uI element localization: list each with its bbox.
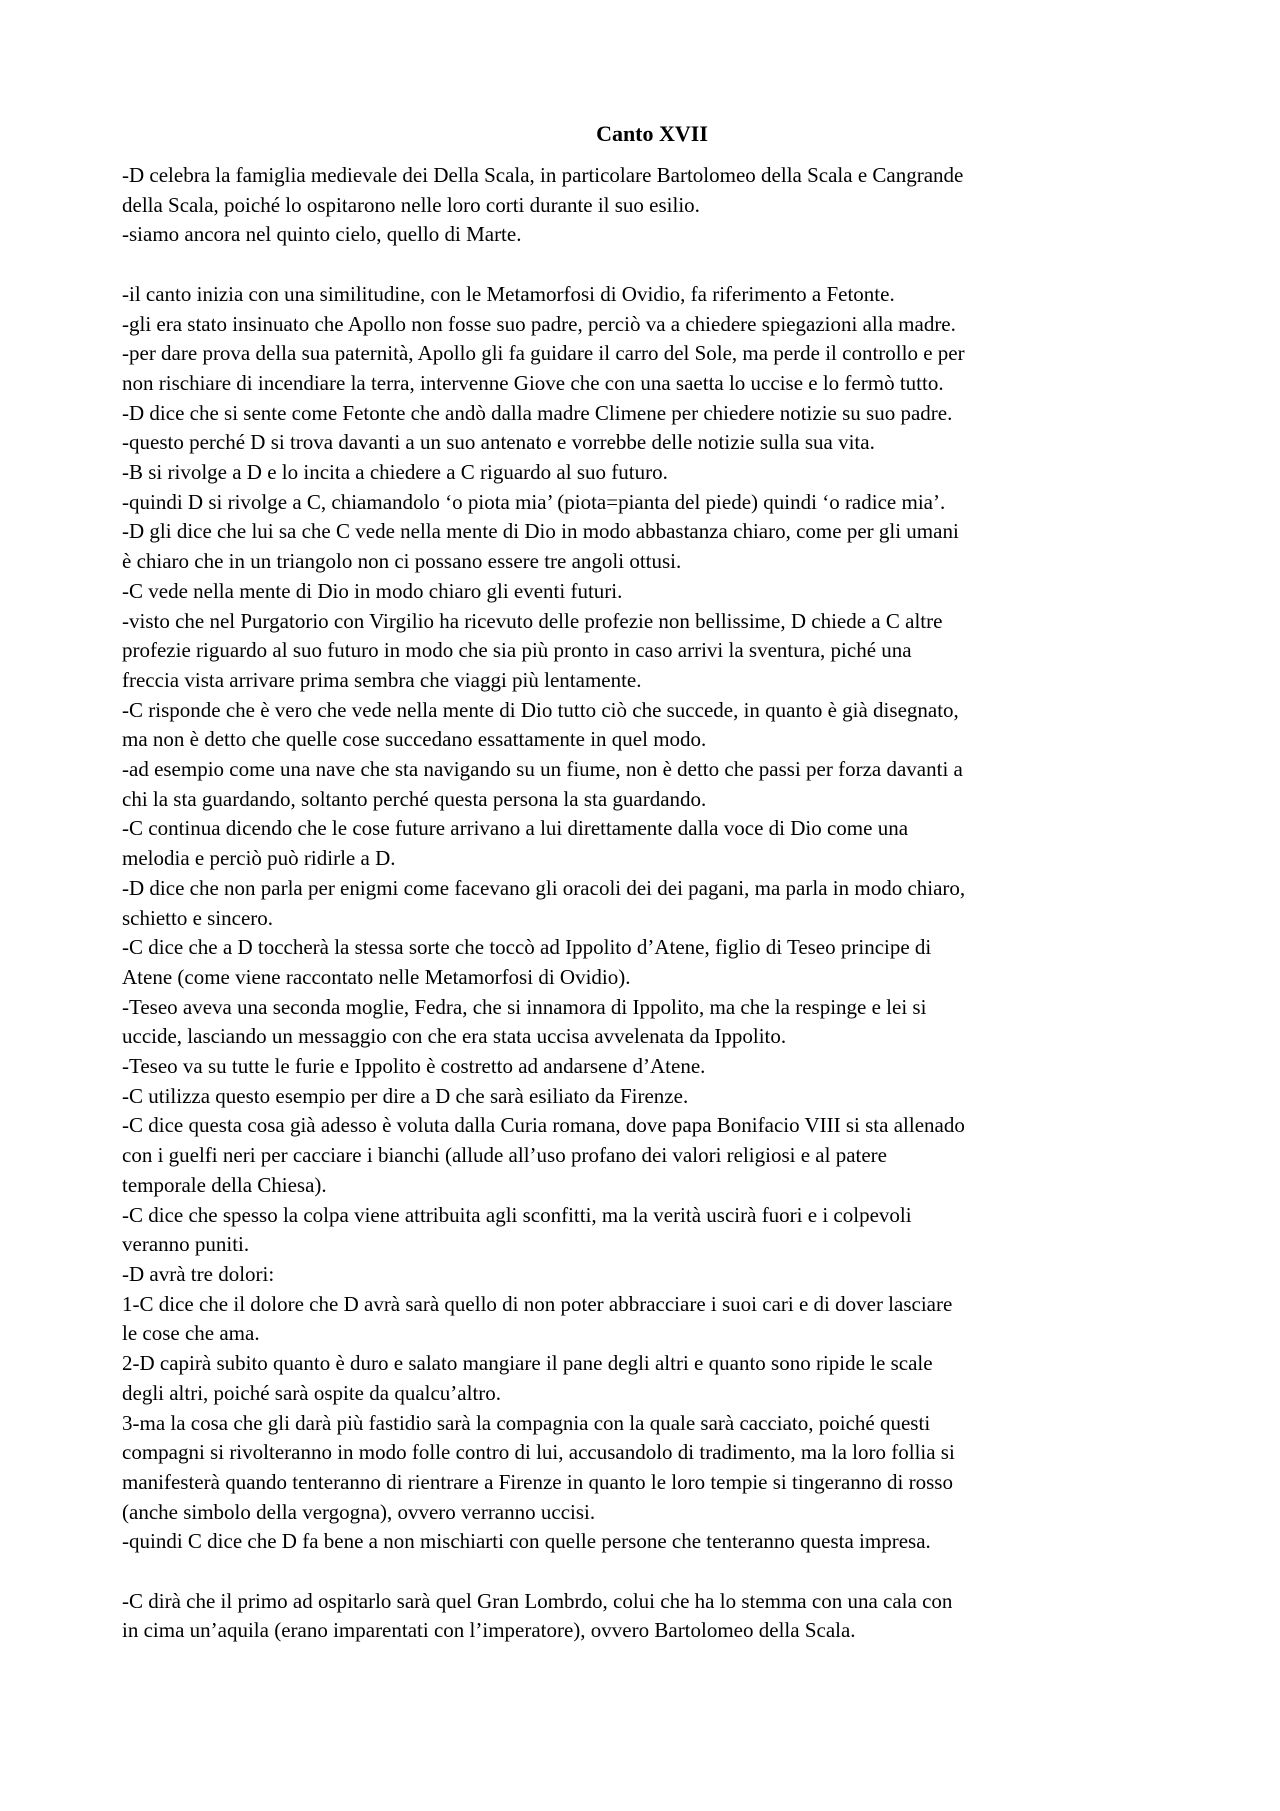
text-line: -questo perché D si trova davanti a un suo antenato e vorrebbe delle notizie sulla sua vita. — [122, 430, 875, 455]
page-title: Canto XVII — [596, 121, 708, 146]
paragraph-spacer — [122, 1557, 1182, 1587]
text-line: -C continua dicendo che le cose future arrivano a lui direttamente dalla voce di Dio come una — [122, 816, 909, 841]
text-line: -D gli dice che lui sa che C vede nella mente di Dio in modo abbastanza chiaro, come per gli umani — [122, 519, 959, 544]
text-line: -B si rivolge a D e lo incita a chiedere a C riguardo al suo futuro. — [122, 460, 668, 485]
text-line: -D avrà tre dolori: — [122, 1262, 275, 1286]
text-line: -C risponde che è vero che vede nella mente di Dio tutto ciò che succede, in quanto è già disegnato, — [122, 697, 959, 722]
text-line: -C utilizza questo esempio per dire a D che sarà esiliato da Firenze. — [122, 1083, 689, 1108]
text-line: -visto che nel Purgatorio con Virgilio ha ricevuto delle profezie non bellissime, D chiede a C altre — [122, 608, 943, 633]
text-line: non rischiare di incendiare la terra, intervenne Giove che con una saetta lo uccise e lo fermò tutto. — [122, 370, 944, 395]
paragraph-closing — [122, 1587, 1182, 1646]
text-line: -C dirà che il primo ad ospitarlo sarà quel Gran Lombrdo, colui che ha lo stemma con una cala con — [122, 1588, 953, 1613]
text-line: ma non è detto che quelle cose succedano essattamente in quel modo. — [122, 727, 707, 752]
text-line: -C dice questa cosa già adesso è voluta dalla Curia romana, dove papa Bonifacio VIII si sta allenado — [122, 1113, 965, 1138]
text-line: in cima un’aquila (erano imparentati con l’imperatore), ovvero Bartolomeo della Scala. — [122, 1618, 856, 1643]
text-line: degli altri, poiché sarà ospite da qualcu’altro. — [122, 1380, 502, 1405]
text-line: 1-C dice che il dolore che D avrà sarà quello di non poter abbracciare i suoi cari e di dover lasciare — [122, 1291, 953, 1316]
text-line: -quindi C dice che D fa bene a non mischiarti con quelle persone che tenteranno questa impresa. — [122, 1529, 931, 1554]
text-line: 3-ma la cosa che gli darà più fastidio sarà la compagnia con la quale sarà cacciato, poiché questi — [122, 1410, 931, 1435]
text-line: le cose che ama. — [122, 1321, 260, 1346]
paragraph-intro — [122, 161, 1182, 250]
text-line: uccide, lasciando un messaggio con che era stata uccisa avvelenata da Ippolito. — [122, 1024, 787, 1049]
text-line: 2-D capirà subito quanto è duro e salato mangiare il pane degli altri e quanto sono ripide le scale — [122, 1351, 933, 1376]
text-line: -ad esempio come una nave che sta navigando su un fiume, non è detto che passi per forza davanti a — [122, 757, 963, 782]
text-line: -C dice che spesso la colpa viene attribuita agli sconfitti, ma la verità uscirà fuori e i colpevoli — [122, 1202, 912, 1227]
text-line: (anche simbolo della vergogna), ovvero verranno uccisi. — [122, 1499, 596, 1524]
text-line: -Teseo va su tutte le furie e Ippolito è costretto ad andarsene d’Atene. — [122, 1054, 706, 1079]
text-line: -C vede nella mente di Dio in modo chiaro gli eventi futuri. — [122, 578, 623, 603]
text-line: schietto e sincero. — [122, 905, 274, 930]
text-line: -quindi D si rivolge a C, chiamandolo ‘o piota mia’ (piota=pianta del piede) quindi ‘o radice mia’. — [122, 489, 946, 514]
text-line: compagni si rivolteranno in modo folle contro di lui, accusandolo di tradimento, ma la loro follia si — [122, 1440, 955, 1465]
paragraph-main — [122, 280, 1182, 1557]
text-line: con i guelfi neri per cacciare i bianchi (allude all’uso profano dei valori religiosi e al patere — [122, 1143, 887, 1168]
text-line: melodia e perciò può ridirle a D. — [122, 846, 396, 871]
document-page — [122, 119, 1182, 1646]
text-line: -gli era stato insinuato che Apollo non fosse suo padre, perciò va a chiedere spiegazioni alla madre. — [122, 311, 956, 336]
text-line: -C dice che a D toccherà la stessa sorte che toccò ad Ippolito d’Atene, figlio di Teseo principe di — [122, 935, 932, 960]
text-line: è chiaro che in un triangolo non ci possano essere tre angoli ottusi. — [122, 549, 682, 574]
text-line: veranno puniti. — [122, 1232, 250, 1257]
text-line: -Teseo aveva una seconda moglie, Fedra, che si innamora di Ippolito, ma che la respinge e lei si — [122, 994, 927, 1019]
text-line: -il canto inizia con una similitudine, con le Metamorfosi di Ovidio, fa riferimento a Fetonte. — [122, 281, 895, 306]
text-line: Atene (come viene raccontato nelle Metamorfosi di Ovidio). — [122, 964, 631, 989]
text-line: temporale della Chiesa). — [122, 1172, 327, 1197]
paragraph-spacer — [122, 250, 1182, 280]
text-line: -D dice che non parla per enigmi come facevano gli oracoli dei dei pagani, ma parla in modo chiaro, — [122, 875, 966, 900]
text-line: manifesterà quando tenteranno di rientrare a Firenze in quanto le loro tempie si tingeranno di rosso — [122, 1469, 953, 1494]
text-line: -D celebra la famiglia medievale dei Della Scala, in particolare Bartolomeo della Scala e Cangrande — [122, 163, 964, 187]
text-line: profezie riguardo al suo futuro in modo che sia più pronto in caso arrivi la sventura, piché una — [122, 638, 912, 663]
text-line: della Scala, poiché lo ospitarono nelle loro corti durante il suo esilio. — [122, 192, 700, 217]
text-line: -D dice che si sente come Fetonte che andò dalla madre Climene per chiedere notizie su suo padre. — [122, 400, 953, 425]
text-line: -siamo ancora nel quinto cielo, quello di Marte. — [122, 222, 522, 247]
text-line: chi la sta guardando, soltanto perché questa persona la sta guardando. — [122, 786, 707, 811]
text-line: freccia vista arrivare prima sembra che viaggi più lentamente. — [122, 667, 642, 692]
text-line: -per dare prova della sua paternità, Apollo gli fa guidare il carro del Sole, ma perde il controllo e per — [122, 341, 965, 366]
